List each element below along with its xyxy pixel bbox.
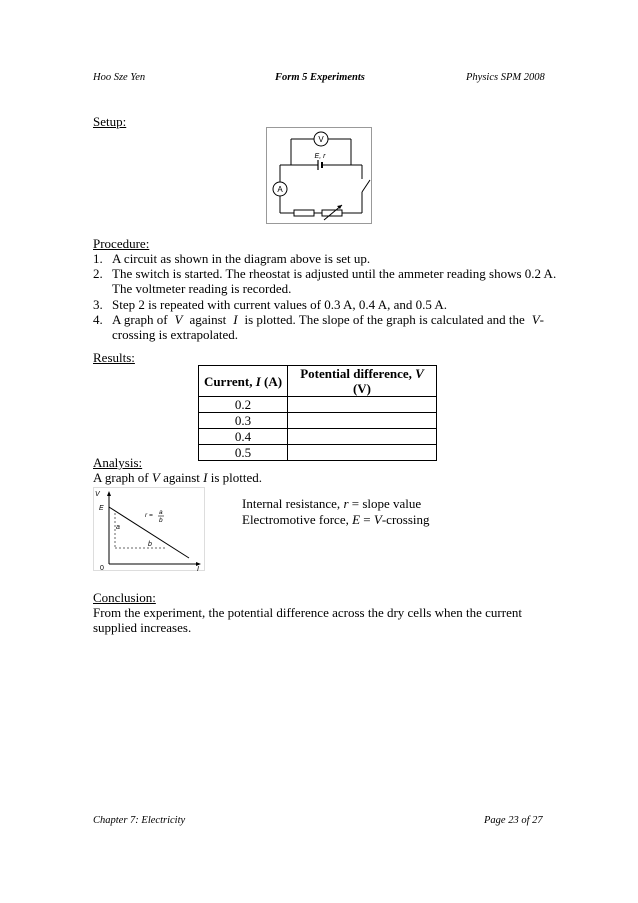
resistor-icon <box>294 210 314 216</box>
header-title: Form 5 Experiments <box>275 72 365 83</box>
step-4-line2: crossing is extrapolated. <box>112 327 238 342</box>
col-current-header: Current, I (A) <box>199 366 288 397</box>
voltage-cell[interactable] <box>288 429 437 445</box>
graph-r-eq: r = <box>145 512 153 519</box>
step-4-var-v: V <box>174 312 183 327</box>
current-cell: 0.2 <box>199 397 288 413</box>
footer-page: Page 23 of 27 <box>484 815 543 826</box>
table-header-row <box>199 366 437 397</box>
voltage-cell[interactable] <box>288 397 437 413</box>
conclusion-heading: Conclusion: <box>93 590 156 605</box>
footer-chapter: Chapter 7: Electricity <box>93 815 186 826</box>
graph-intercept-label: E <box>99 505 104 512</box>
conclusion-line2: supplied increases. <box>93 620 192 635</box>
step-4-var-i: I <box>233 312 238 327</box>
graph-frac-den: b <box>159 517 163 524</box>
graph-side-b: b <box>148 541 152 548</box>
emf-line: Electromotive force, E = V-crossing <box>242 512 430 527</box>
step-3-number: 3. <box>93 297 103 312</box>
voltage-cell[interactable] <box>288 413 437 429</box>
table-row <box>199 397 437 413</box>
graph-origin: 0 <box>100 565 104 571</box>
graph-x-label: I <box>197 566 199 571</box>
graph-side-a: a <box>116 524 120 531</box>
cell-label: E, r <box>314 153 326 160</box>
step-4-part-b: against <box>189 312 227 327</box>
header-author: Hoo Sze Yen <box>93 72 146 83</box>
graph-y-label: V <box>95 491 100 498</box>
procedure-heading: Procedure: <box>93 236 150 251</box>
step-4-part-a: A graph of <box>112 312 168 327</box>
graph-frac-num: a <box>159 509 163 516</box>
step-4-number: 4. <box>93 312 103 327</box>
vi-graph <box>93 487 205 571</box>
circuit-diagram <box>266 127 372 224</box>
setup-heading: Setup: <box>93 114 127 129</box>
step-1-number: 1. <box>93 251 103 266</box>
step-4-var-v2: V <box>531 312 540 327</box>
analysis-line: A graph of V against I is plotted. <box>93 470 263 485</box>
step-3-text: Step 2 is repeated with current values of 0.3 A, 0.4 A, and 0.5 A. <box>112 297 448 312</box>
step-2-number: 2. <box>93 266 103 281</box>
current-cell: 0.3 <box>199 413 288 429</box>
step-1-text: A circuit as shown in the diagram above is set up. <box>112 251 371 266</box>
col-voltage-header: Potential difference, V (V) <box>288 366 437 397</box>
current-cell: 0.5 <box>199 445 288 461</box>
voltmeter-label: V <box>318 135 324 144</box>
ammeter-label: A <box>277 185 283 194</box>
current-cell: 0.4 <box>199 429 288 445</box>
step-4-line1 <box>112 312 544 328</box>
step-2-line1: The switch is started. The rheostat is adjusted until the ammeter reading shows 0.2 A. <box>112 266 557 281</box>
voltage-cell[interactable] <box>288 445 437 461</box>
internal-resistance-line: Internal resistance, r = slope value <box>242 496 422 511</box>
table-row <box>199 445 437 461</box>
header-subject: Physics SPM 2008 <box>466 72 545 83</box>
table-row <box>199 429 437 445</box>
conclusion-line1: From the experiment, the potential difference across the dry cells when the current <box>93 605 522 620</box>
table-row <box>199 413 437 429</box>
step-4-part-d: - <box>539 312 544 327</box>
results-heading: Results: <box>93 350 135 365</box>
analysis-heading: Analysis: <box>93 455 143 470</box>
results-table <box>198 365 437 461</box>
step-4-part-c: is plotted. The slope of the graph is calculated and the <box>244 312 525 327</box>
step-2-line2: The voltmeter reading is recorded. <box>112 281 292 296</box>
